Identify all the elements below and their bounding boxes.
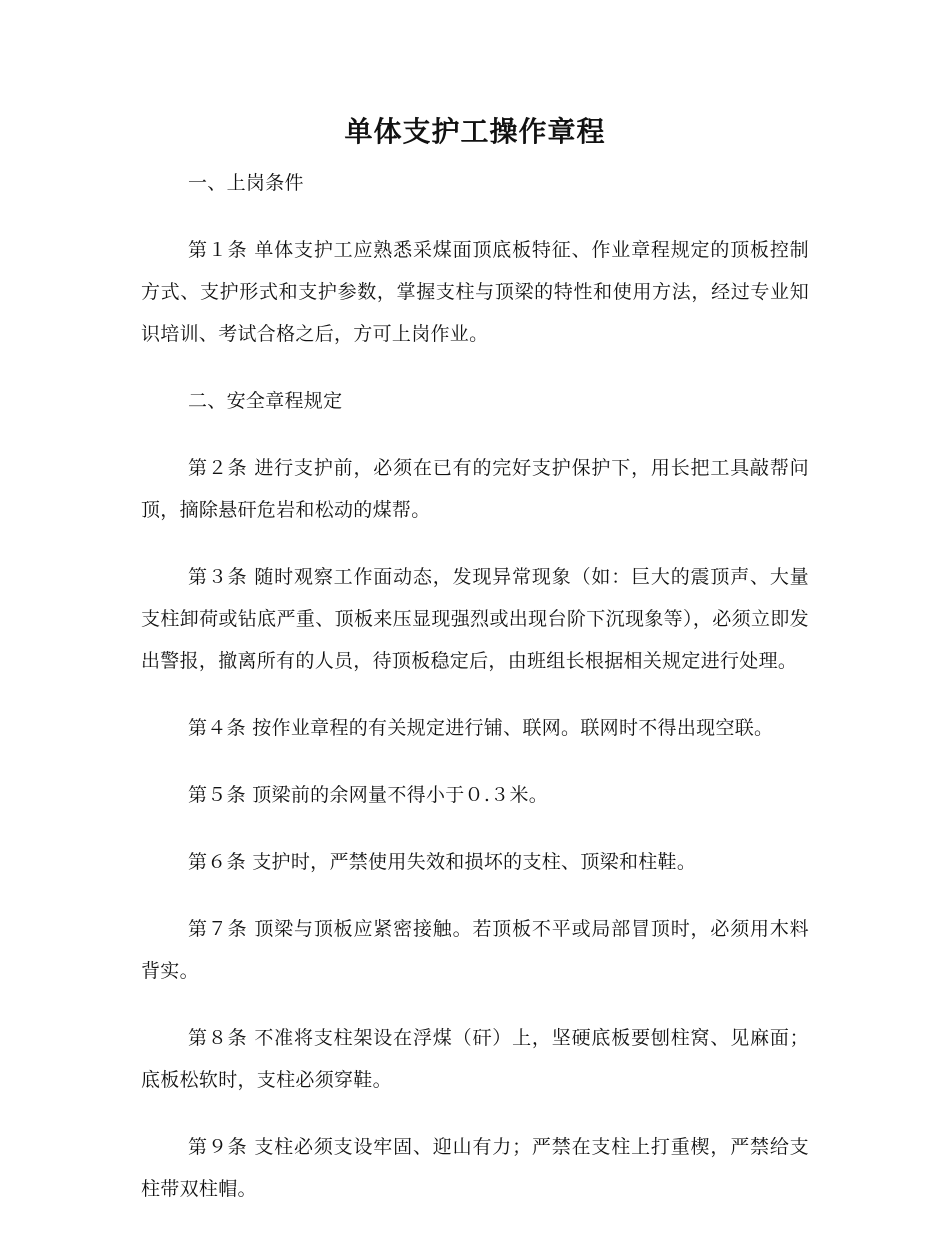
article-4: 第４条 按作业章程的有关规定进行铺、联网。联网时不得出现空联。 (188, 717, 774, 739)
article-2: 第２条 进行支护前，必须在已有的完好支护保护下，用长把工具敲帮问顶，摘除悬矸危岩和松动的煤帮。 (141, 457, 809, 521)
article-1: 第１条 单体支护工应熟悉采煤面顶底板特征、作业章程规定的顶板控制方式、支护形式和支护参数，掌握支柱与顶梁的特性和使用方法，经过专业知识培训、考试合格之后，方可上岗作业。 (141, 239, 809, 345)
article-9: 第９条 支柱必须支设牢固、迎山有力；严禁在支柱上打重楔，严禁给支柱带双柱帽。 (141, 1136, 809, 1200)
article-5: 第５条 顶梁前的余网量不得小于０.３米。 (188, 784, 549, 806)
article-6: 第６条 支护时，严禁使用失效和损坏的支柱、顶梁和柱鞋。 (188, 851, 697, 873)
article-3: 第３条 随时观察工作面动态，发现异常现象（如：巨大的震顶声、大量支柱卸荷或钻底严重、顶板来压显现强烈或出现台阶下沉现象等），必须立即发出警报，撤离所有的人员，待顶板稳定后，由班组长根据相关规定进行处理。 (141, 566, 809, 672)
article-7: 第７条 顶梁与顶板应紧密接触。若顶板不平或局部冒顶时，必须用木料背实。 (141, 918, 809, 982)
document-body (141, 162, 809, 1235)
section-heading-safety-rules: 二、安全章程规定 (188, 390, 343, 412)
document-title: 单体支护工操作章程 (344, 115, 606, 148)
article-8: 第８条 不准将支柱架设在浮煤（矸）上，坚硬底板要刨柱窝、见麻面；底板松软时，支柱必须穿鞋。 (141, 1027, 809, 1091)
section-heading-job-requirements: 一、上岗条件 (188, 172, 304, 194)
